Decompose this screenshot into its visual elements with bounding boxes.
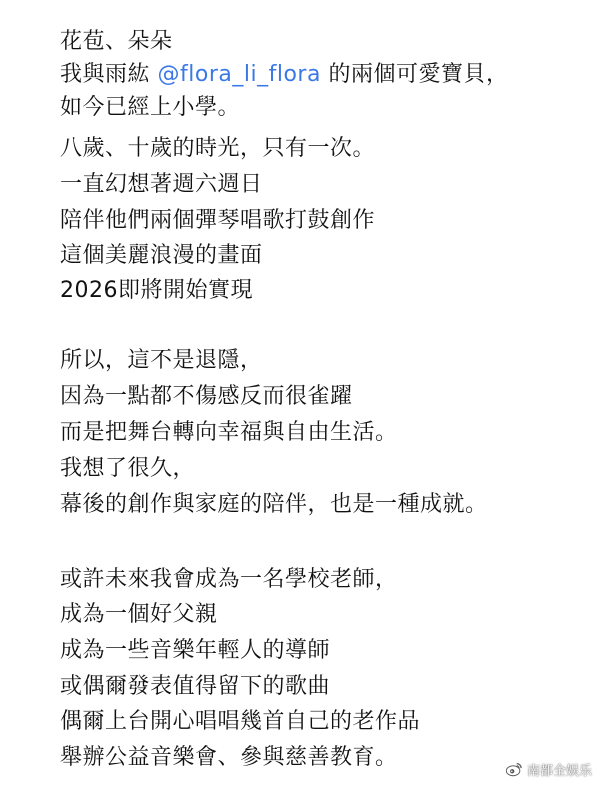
text-line: 一直幻想著週六週日 [60, 172, 263, 197]
weibo-icon [505, 760, 523, 778]
text-line: 舉辦公益音樂會、參與慈善教育。 [60, 745, 398, 770]
text-segment: 我與雨紘 [60, 62, 151, 87]
text-line: 成為一些音樂年輕人的導師 [60, 638, 331, 663]
watermark [505, 758, 592, 780]
text-line: 因為一點都不傷感反而很雀躍 [60, 384, 353, 409]
text-line: 八歲、十歲的時光，只有一次。 [60, 136, 376, 161]
mention-link[interactable]: @flora_li_flora [157, 62, 321, 87]
text-line: 偶爾上台開心唱唱幾首自己的老作品 [60, 709, 421, 734]
text-line: 幕後的創作與家庭的陪伴，也是一種成就。 [60, 492, 488, 517]
text-line: 成為一個好父親 [60, 602, 218, 627]
watermark-text: 南都全娱乐 [526, 763, 592, 779]
text-line: 而是把舞台轉向幸福與自由生活。 [60, 420, 398, 445]
text-line: 所以，這不是退隱， [60, 348, 263, 373]
text-line: 陪伴他們兩個彈琴唱歌打鼓創作 [60, 208, 376, 233]
text-line: 這個美麗浪漫的畫面 [60, 243, 263, 268]
text-line-with-mention [60, 60, 508, 90]
text-line: 或許未來我會成為一名學校老師， [60, 567, 398, 592]
text-line: 或偶爾發表值得留下的歌曲 [60, 674, 331, 699]
text-line: 我想了很久， [60, 456, 196, 481]
text-segment: 的兩個可愛寶貝， [328, 62, 509, 87]
text-line: 花苞、朵朵 [60, 29, 173, 54]
text-line: 2026即將開始實現 [60, 278, 253, 303]
text-line: 如今已經上小學。 [60, 95, 241, 120]
